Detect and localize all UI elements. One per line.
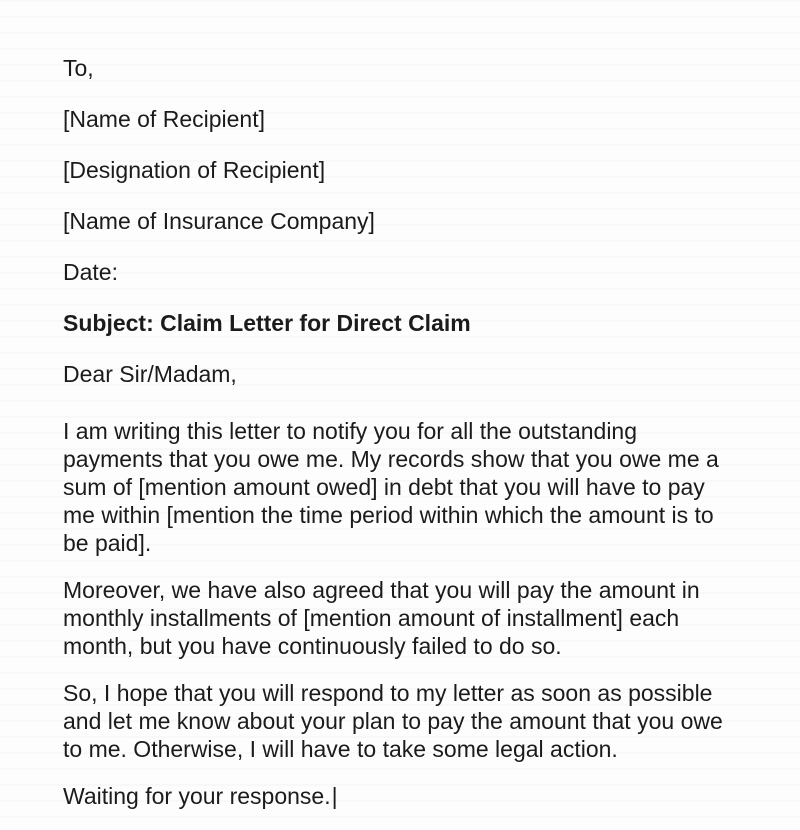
body-line: month, but you have continuously failed to do so. — [63, 633, 562, 659]
body-line: I am writing this letter to notify you for all the outstanding — [63, 418, 638, 444]
address-line-date: Date: — [63, 259, 118, 285]
body-line: be paid]. — [63, 530, 152, 556]
body-line: and let me know about your plan to pay the amount that you owe — [63, 708, 723, 734]
salutation-line: Dear Sir/Madam, — [63, 361, 237, 387]
body-paragraph-response-request — [63, 679, 765, 763]
body-line: Moreover, we have also agreed that you will pay the amount in — [63, 577, 700, 603]
body-line: monthly installments of [mention amount of installment] each — [63, 605, 680, 631]
address-line-insurance-company: [Name of Insurance Company] — [63, 208, 375, 234]
body-paragraph-installments — [63, 576, 765, 660]
body-line: payments that you owe me. My records show that you owe me a — [63, 446, 719, 472]
address-line-to: To, — [63, 55, 94, 81]
text-cursor: | — [331, 783, 338, 809]
address-line-recipient-designation: [Designation of Recipient] — [63, 157, 326, 183]
subject-line: Subject: Claim Letter for Direct Claim — [63, 310, 471, 336]
body-line: sum of [mention amount owed] in debt that you will have to pay — [63, 474, 705, 500]
closing-text: Waiting for your response. — [63, 783, 331, 809]
closing-line — [63, 782, 765, 811]
body-line: to me. Otherwise, I will have to take some legal action. — [63, 736, 618, 762]
body-line: me within [mention the time period within which the amount is to — [63, 502, 714, 528]
body-paragraph-outstanding-payments — [63, 417, 765, 557]
address-line-recipient-name: [Name of Recipient] — [63, 106, 265, 132]
body-line: So, I hope that you will respond to my letter as soon as possible — [63, 680, 713, 706]
